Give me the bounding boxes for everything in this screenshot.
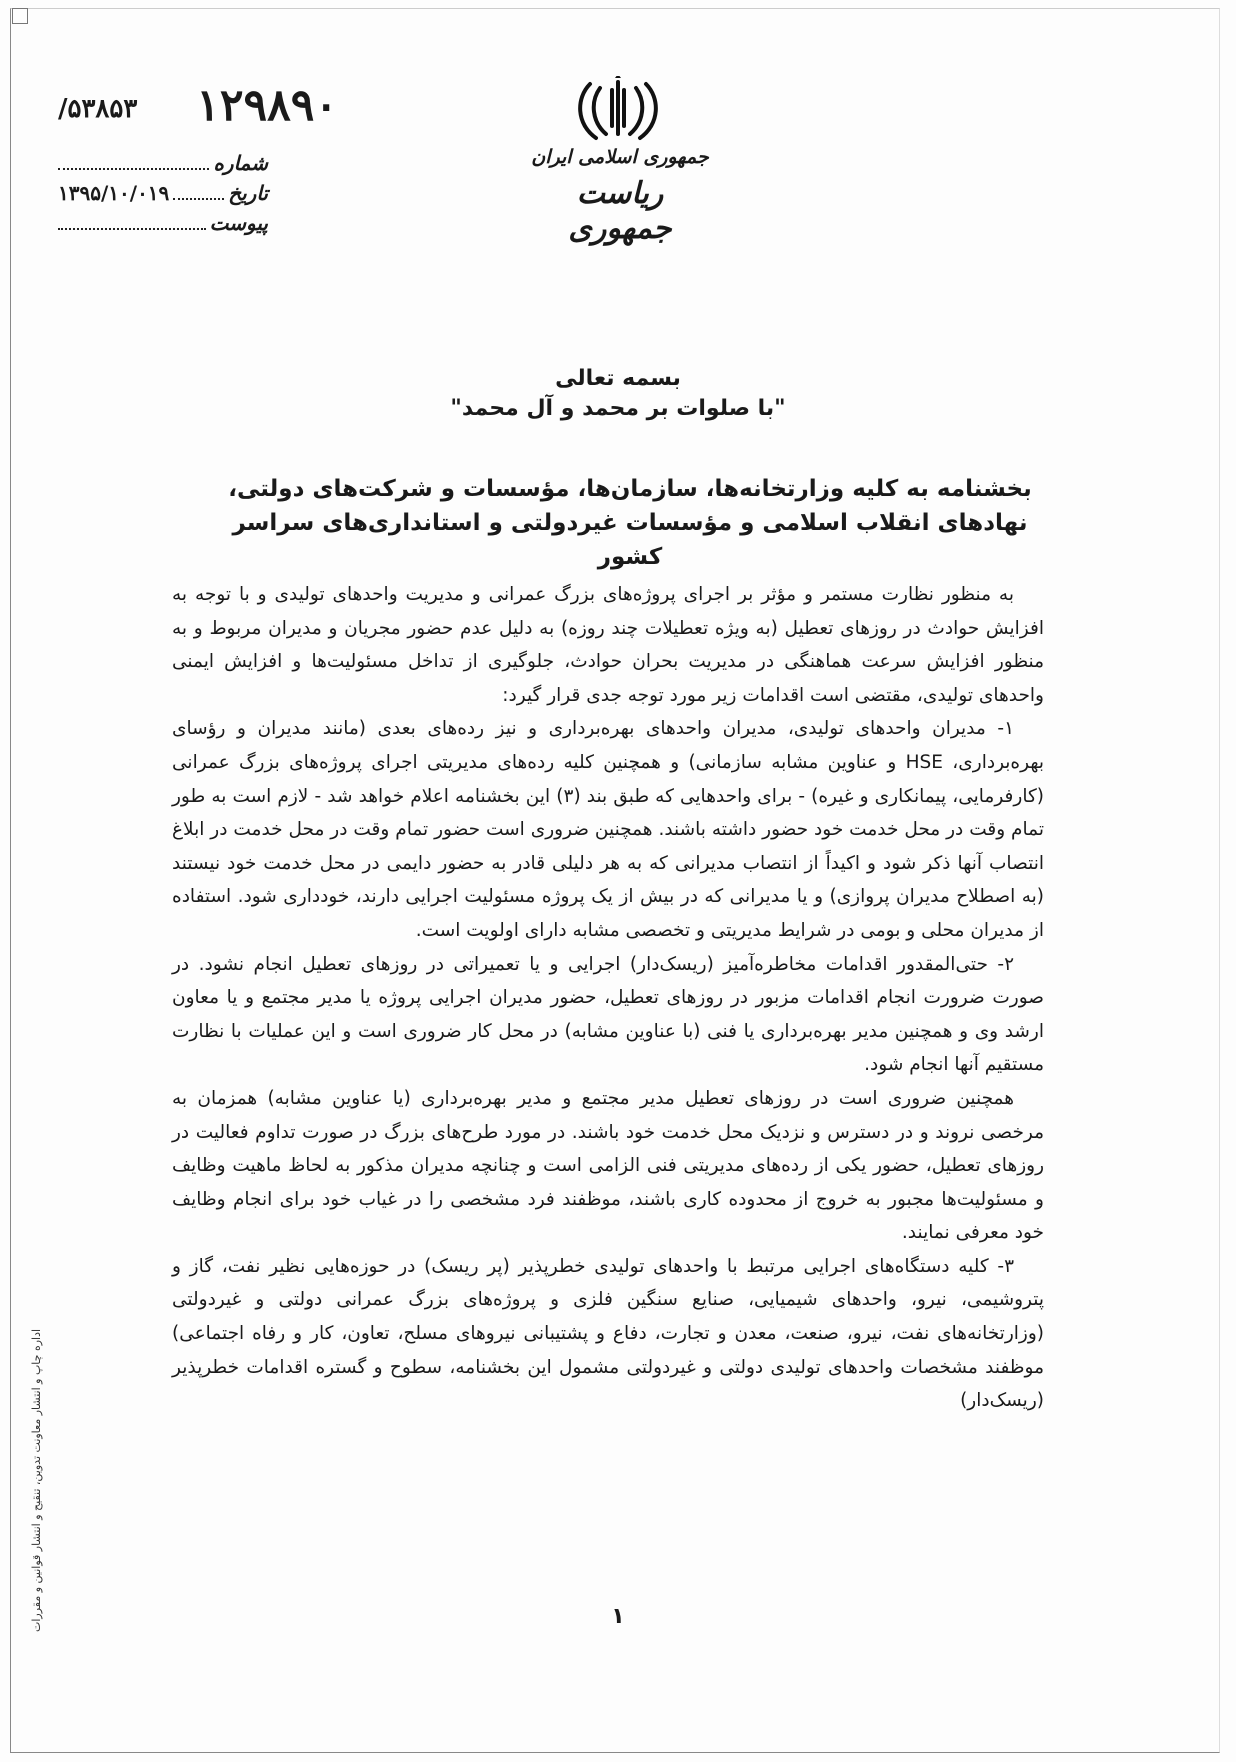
letter-meta-fields: [58, 148, 268, 238]
date-field: [58, 178, 268, 208]
emblem-caption-republic: جمهوری اسلامی ایران: [531, 146, 709, 168]
attachment-field: [58, 208, 268, 238]
date-label: تاریخ: [228, 181, 268, 205]
number-label: شماره: [213, 151, 268, 175]
attachment-label: پیوست: [209, 211, 268, 235]
corner-mark: [12, 8, 28, 24]
paragraph-clause-1: ۱- مدیران واحدهای تولیدی، مدیران واحدهای بهره‌برداری و نیز رده‌های بعدی (مانند مدیران و رؤسای بهره‌برداری، HSE و عناوین مشابه سازمانی) و همچنین کلیه رده‌های مدیریتی اجرای پروژه‌های بزرگ عمرانی (کارفرمایی، پیمانکاری و غیره) - برای واحدهایی که طبق بند (۳) این بخشنامه اعلام خواهد شد - لازم است به طور تمام وقت در محل خدمت خود حضور داشته باشند. همچنین ضروری است حضور تمام وقت در محل خدمت در ابلاغ انتصاب آنها ذکر شود و اکیداً از انتصاب مدیرانی که به هر دلیلی قادر به حضور دایمی در محل خدمت خود نیستند (به اصطلاح مدیران پروازی) و یا مدیرانی که در بیش از یک پروژه مسئولیت اجرایی دارند، خودداری شود. استفاده از مدیران محلی و بومی در شرایط مدیریتی و تخصصی مشابه دارای اولویت است.: [172, 718, 1045, 941]
salawat-heading: "با صلوات بر محمد و آل محمد": [450, 396, 786, 421]
iran-emblem-icon: [568, 76, 668, 146]
circular-body: [172, 578, 1044, 1418]
paragraph-clause-2-continued: همچنین ضروری است در روزهای تعطیل مدیر مجتمع و مدیر بهره‌برداری (یا عناوین مشابه) همزمان به مرخصی نروند و در دسترس و نزدیک محل خدمت خود باشند. در مورد طرح‌های بزرگ در صورت تداوم فعالیت در روزهای تعطیل، حضور یکی از رده‌های مدیریتی فنی الزامی است و چنانچه مدیران مذکور به لحاظ ماهیت وظایف و مسئولیت‌ها مجبور به خروج از محدوده کاری باشند، موظفند فرد مشخصی را در غیاب خود برای انجام وظایف خود معرفی نمایند.: [172, 1087, 1044, 1244]
date-dots: [173, 180, 224, 200]
paragraph-intro: به منظور نظارت مستمر و مؤثر بر اجرای پروژه‌های بزرگ عمرانی و مدیریت واحدهای تولیدی و با توجه به افزایش حوادث در روزهای تعطیل (به ویژه تعطیلات چند روزه) به دلیل عدم حضور مجریان و مدیران مربوط و به منظور افزایش سرعت هماهنگی در مدیریت بحران حوادث، جلوگیری از تداخل مسئولیت‌ها و افزایش ایمنی واحدهای تولیدی، مقتضی است اقدامات زیر مورد توجه جدی قرار گیرد:: [172, 584, 1044, 706]
number-field: [58, 148, 268, 178]
attachment-dots: [58, 210, 206, 230]
circular-title-line-1: بخشنامه به کلیه وزارتخانه‌ها، سازمان‌ها، مؤسسات و شرکت‌های دولتی،: [228, 476, 1032, 502]
circular-title: [200, 472, 1060, 574]
paragraph-clause-3: ۳- کلیه دستگاه‌های اجرایی مرتبط با واحدهای تولیدی خطرپذیر (پر ریسک) در حوزه‌هایی نظیر نفت، گاز و پتروشیمی، نیرو، واحدهای شیمیایی، صنایع سنگین فلزی و پروژه‌های بزرگ عمرانی دولتی و غیردولتی (وزارتخانه‌های نفت، نیرو، صنعت، معدن و تجارت، دفاع و پشتیبانی نیروهای مسلح، تعاون، کار و رفاه اجتماعی) موظفند مشخصات واحدهای تولیدی دولتی و غیردولتی مشمول این بخشنامه، سطوح و گستره اقدامات خطرپذیر (ریسک‌دار): [172, 1255, 1044, 1412]
date-value: ۱۳۹۵/۱۰/۰۱۹: [58, 181, 170, 205]
page-number: ۱: [611, 1604, 625, 1629]
side-publisher-note: اداره چاپ و انتشار معاونت تدوین، تنقیح و انتشار قوانین و مقررات: [30, 1328, 43, 1632]
reference-number-stamp: ۱۲۹۸۹۰: [196, 80, 338, 131]
circular-title-line-2: نهادهای انقلاب اسلامی و مؤسسات غیردولتی و استانداری‌های سراسر کشور: [232, 510, 1028, 570]
number-dots: [58, 150, 209, 170]
reference-number-handwritten: ۵۳۸۵۳/: [58, 94, 138, 124]
paragraph-clause-2: ۲- حتی‌المقدور اقدامات مخاطره‌آمیز (ریسک‌دار) اجرایی و یا تعمیراتی در روزهای تعطیل انجام نشود. در صورت ضرورت انجام اقدامات مزبور در روزهای تعطیل، حضور مدیران اجرایی پروژه یا مدیر مجتمع و یا معاون ارشد وی و همچنین مدیر بهره‌برداری یا فنی (با عناوین مشابه) در محل کار ضروری است و این عملیات با نظارت مستقیم آنها انجام شود.: [172, 953, 1044, 1076]
emblem-caption-presidency: ریاست جمهوری: [568, 176, 672, 246]
basmala-heading: بسمه تعالی: [555, 366, 681, 391]
reference-numbers: [58, 80, 338, 130]
